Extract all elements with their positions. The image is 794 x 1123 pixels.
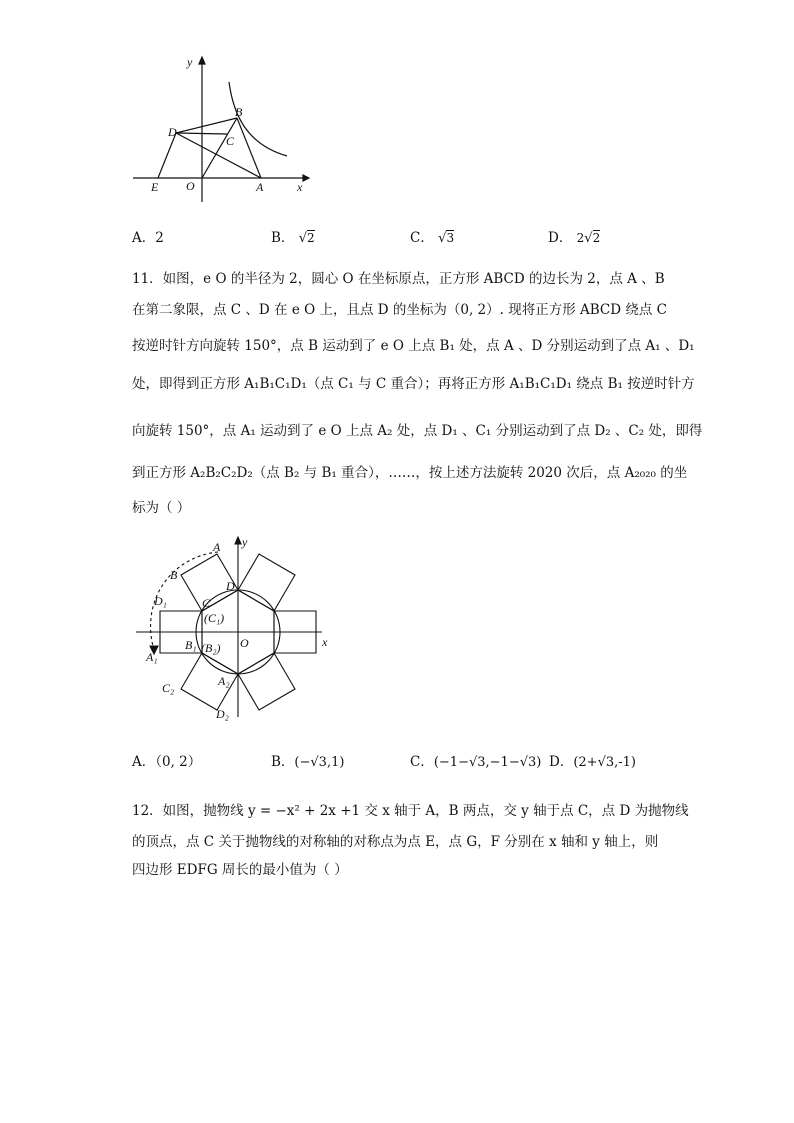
segment-DA — [176, 133, 261, 178]
figure-1-diagram — [125, 52, 315, 207]
y-axis-arrow — [235, 537, 241, 544]
q11-line-1: 11．如图，e O 的半径为 2，圆心 O 在坐标原点，正方形 ABCD 的边长为 2，点 A 、B — [132, 271, 665, 287]
label-y: y — [187, 55, 193, 69]
label-x: x — [322, 635, 328, 649]
label-C: C — [226, 134, 235, 148]
q10-option-b-prefix: B． — [271, 230, 295, 246]
q10-option-b-radicand: 2 — [307, 231, 315, 245]
segment-BA — [237, 118, 261, 178]
q11-line-3: 按逆时针方向旋转 150°，点 B 运动到了 e O 上点 B₁ 处，点 A 、D 分别运动到了点 A₁ 、D₁ — [132, 338, 695, 354]
q12-line-2: 的顶点，点 C 关于抛物线的对称轴的对称点为点 E，点 G，F 分别在 x 轴和 y 轴上，则 — [132, 834, 659, 850]
label-D: D — [168, 125, 177, 139]
q10-option-d-radicand: 2 — [592, 231, 601, 245]
segment-DE — [158, 133, 176, 178]
q11-option-d-prefix: D． — [549, 754, 574, 770]
segment-OB — [202, 118, 237, 178]
square-top-right — [238, 554, 295, 611]
sqrt-sign: √ — [438, 231, 447, 246]
q10-option-d-coef: 2 — [576, 231, 585, 245]
label-D1: D₁ — [154, 594, 167, 608]
x-axis-arrow — [303, 175, 309, 181]
label-B2: (B₂) — [201, 641, 221, 655]
segment-DB — [176, 118, 237, 133]
label-B: B — [235, 105, 243, 119]
label-y: y — [242, 535, 248, 549]
label-C: C — [202, 596, 211, 610]
square-bottom-right — [238, 653, 295, 710]
q11-option-d — [549, 750, 636, 770]
q10-option-a: A．2 — [132, 230, 164, 246]
label-A2: A₂ — [218, 674, 230, 688]
q10-option-c-prefix: C． — [410, 230, 434, 246]
label-D: D — [226, 579, 235, 593]
q12-line-3: 四边形 EDFG 周长的最小值为（ ） — [132, 862, 348, 878]
label-A: A — [256, 180, 264, 194]
q11-option-a: A．（0, 2） — [132, 754, 202, 770]
label-A: A — [213, 540, 221, 554]
label-O: O — [240, 636, 249, 650]
sqrt-sign: √ — [298, 231, 308, 246]
segment-DC — [176, 133, 227, 134]
q11-option-c-prefix: C． — [410, 754, 434, 770]
q11-option-b-prefix: B． — [271, 754, 295, 770]
q10-option-c-radicand: 3 — [446, 231, 455, 245]
label-C1: (C₁) — [204, 611, 225, 625]
sqrt-sign: √ — [584, 231, 593, 246]
q11-line-2: 在第二象限，点 C 、D 在 e O 上，且点 D 的坐标为（0, 2）. 现将正方形 ABCD 绕点 C — [132, 302, 667, 318]
q10-option-d — [548, 226, 600, 246]
label-A1: A₁ — [146, 650, 158, 664]
q11-option-d-value: (2+√3,-1) — [573, 755, 636, 770]
label-D2: D₂ — [216, 707, 229, 721]
figure-2-diagram — [130, 532, 340, 722]
q11-option-b-value: (−√3,1) — [294, 755, 345, 770]
q10-option-b — [271, 226, 315, 246]
q12-line-1: 12．如图，抛物线 y = −x² + 2x +1 交 x 轴于 A，B 两点，交 y 轴于点 C，点 D 为抛物线 — [132, 803, 689, 819]
q11-option-b — [271, 750, 344, 770]
label-B: B — [170, 568, 178, 582]
y-axis-arrow — [199, 57, 205, 64]
q10-option-d-prefix: D． — [548, 230, 573, 246]
q11-line-5: 向旋转 150°，点 A₁ 运动到了 e O 上点 A₂ 处，点 D₁ 、C₁ 分别运动到了点 D₂ 、C₂ 处，即得 — [132, 423, 703, 439]
label-O: O — [186, 179, 195, 193]
label-C2: C₂ — [162, 681, 175, 695]
q11-line-4: 处，即得到正方形 A₁B₁C₁D₁（点 C₁ 与 C 重合）；再将正方形 A₁B₁C₁D₁ 绕点 B₁ 按逆时针方 — [132, 376, 695, 392]
q11-line-6: 到正方形 A₂B₂C₂D₂（点 B₂ 与 B₁ 重合），……，按上述方法旋转 2020 次后，点 A₂₀₂₀ 的坐 — [132, 465, 688, 481]
q11-option-c-value: (−1−√3,−1−√3) — [433, 755, 542, 770]
label-B1: B₁ — [185, 638, 197, 652]
label-E: E — [151, 180, 159, 194]
label-x: x — [297, 180, 303, 194]
q11-option-c — [410, 750, 541, 770]
q11-line-7: 标为（ ） — [132, 500, 191, 516]
q10-option-c — [410, 226, 454, 246]
